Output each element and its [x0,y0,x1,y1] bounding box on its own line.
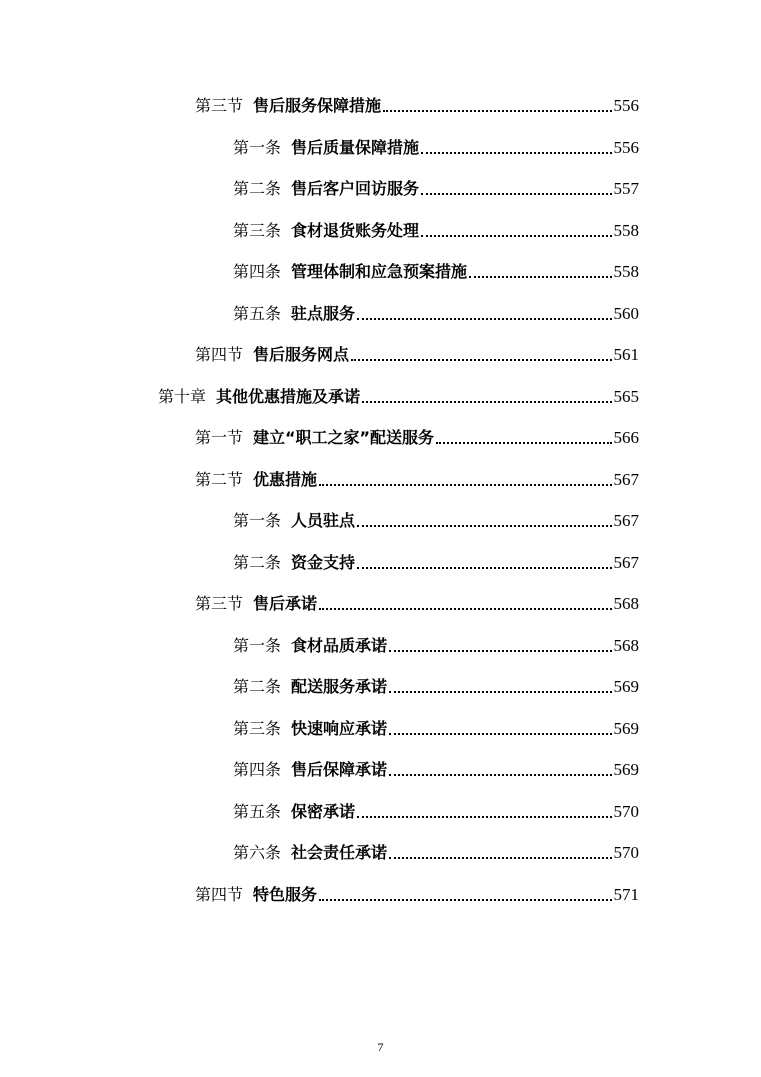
toc-entry-number: 第五条 [233,801,282,821]
toc-entry-title: 管理体制和应急预案措施 [291,262,468,281]
toc-entry[interactable] [233,213,639,241]
dot-leader [383,110,611,112]
toc-entry-page: 569 [613,718,639,738]
toc-entry-title: 售后质量保障措施 [291,137,420,157]
toc-entry[interactable] [195,462,639,490]
toc-entry-title: 食材退货账务处理 [291,220,420,240]
toc-entry-number: 第三条 [233,220,282,240]
toc-entry-title: 快速响应承诺 [291,718,388,738]
toc-entry-number: 第六条 [233,843,282,862]
toc-entry-title: 售后服务网点 [253,345,350,364]
toc-entry-page: 571 [613,884,639,904]
toc-entry-title: 社会责任承诺 [291,843,388,862]
toc-entry-title: 人员驻点 [291,511,356,530]
toc-entry-page: 556 [613,96,639,115]
toc-entry[interactable] [233,711,639,739]
dot-leader [421,193,611,195]
toc-entry-number: 第二条 [233,552,282,572]
toc-entry[interactable] [195,420,639,448]
toc-entry-number: 第三条 [233,718,282,738]
toc-entry-number: 第一条 [233,137,282,157]
toc-entry-title: 食材品质承诺 [291,635,388,655]
toc-entry[interactable] [195,88,639,116]
toc-entry-page: 569 [613,677,639,696]
dot-leader [319,899,611,901]
toc-entry[interactable] [195,877,639,905]
toc-entry-page: 556 [613,137,639,157]
toc-entry-title: 售后服务保障措施 [253,96,382,115]
dot-leader [389,857,611,859]
toc-entry-title: 其他优惠措施及承诺 [216,386,361,406]
toc-entry[interactable] [233,254,639,282]
toc-entry-number: 第四条 [233,262,282,281]
toc-entry-page: 558 [613,220,639,240]
toc-entry-number: 第五条 [233,303,282,323]
dot-leader [357,816,611,818]
toc-entry-page: 565 [613,386,639,406]
dot-leader [351,359,611,361]
dot-leader [389,733,611,735]
toc-entry[interactable] [195,586,639,614]
toc-entry-number: 第一条 [233,511,282,530]
dot-leader [362,401,611,403]
toc-entry-title: 保密承诺 [291,801,356,821]
toc-entry-number: 第十章 [158,386,207,406]
toc-entry-title: 优惠措施 [253,469,318,489]
toc-entry[interactable] [195,337,639,365]
dot-leader [357,567,611,569]
dot-leader [421,235,611,237]
toc-entry-page: 568 [613,594,639,613]
dot-leader [389,650,611,652]
dot-leader [357,525,611,527]
dot-leader [469,276,611,278]
toc-entry-number: 第二条 [233,677,282,696]
toc-entry-number: 第一条 [233,635,282,655]
toc-entry-title: 资金支持 [291,552,356,572]
dot-leader [421,152,611,154]
dot-leader [389,774,611,776]
toc-entry-page: 567 [613,552,639,572]
toc-entry[interactable] [233,503,639,531]
toc-entry-page: 567 [613,469,639,489]
toc-entry-number: 第二条 [233,179,282,198]
toc-entry-number: 第四节 [195,345,244,364]
toc-entry[interactable] [233,296,639,324]
toc-entry-title: 特色服务 [253,884,318,904]
toc-entry-page: 558 [613,262,639,281]
toc-entry-page: 570 [613,801,639,821]
toc-entry[interactable] [233,669,639,697]
toc-entry-page: 566 [613,428,639,447]
dot-leader [319,608,611,610]
toc-entry-number: 第三节 [195,594,244,613]
toc-entry-page: 557 [613,179,639,198]
toc-entry-number: 第四条 [233,760,282,779]
toc-entry[interactable] [233,794,639,822]
toc-entry-title: 驻点服务 [291,303,356,323]
toc-entry-page: 567 [613,511,639,530]
toc-entry[interactable] [233,628,639,656]
toc-entry-number: 第三节 [195,96,244,115]
toc-entry[interactable] [233,835,639,863]
toc-entry-title: 售后客户回访服务 [291,179,420,198]
toc-entry[interactable] [158,379,639,407]
toc-entry-number: 第四节 [195,884,244,904]
toc-entry-page: 570 [613,843,639,862]
dot-leader [436,442,611,444]
dot-leader [319,484,611,486]
toc-entry-page: 561 [613,345,639,364]
toc-entry[interactable] [233,752,639,780]
toc-entry[interactable] [233,171,639,199]
toc-entry-title: 建立“职工之家”配送服务 [253,428,435,447]
toc-entry-title: 售后承诺 [253,594,318,613]
toc-entry-number: 第二节 [195,469,244,489]
page-number: 7 [377,1040,384,1054]
toc-entry-title: 售后保障承诺 [291,760,388,779]
toc-entry[interactable] [233,545,639,573]
toc-entry-title: 配送服务承诺 [291,677,388,696]
toc-entry-page: 560 [613,303,639,323]
toc-entry-page: 569 [613,760,639,779]
toc-entry-number: 第一节 [195,428,244,447]
dot-leader [357,318,611,320]
dot-leader [389,691,611,693]
toc-entry-page: 568 [613,635,639,655]
toc-entry[interactable] [233,130,639,158]
